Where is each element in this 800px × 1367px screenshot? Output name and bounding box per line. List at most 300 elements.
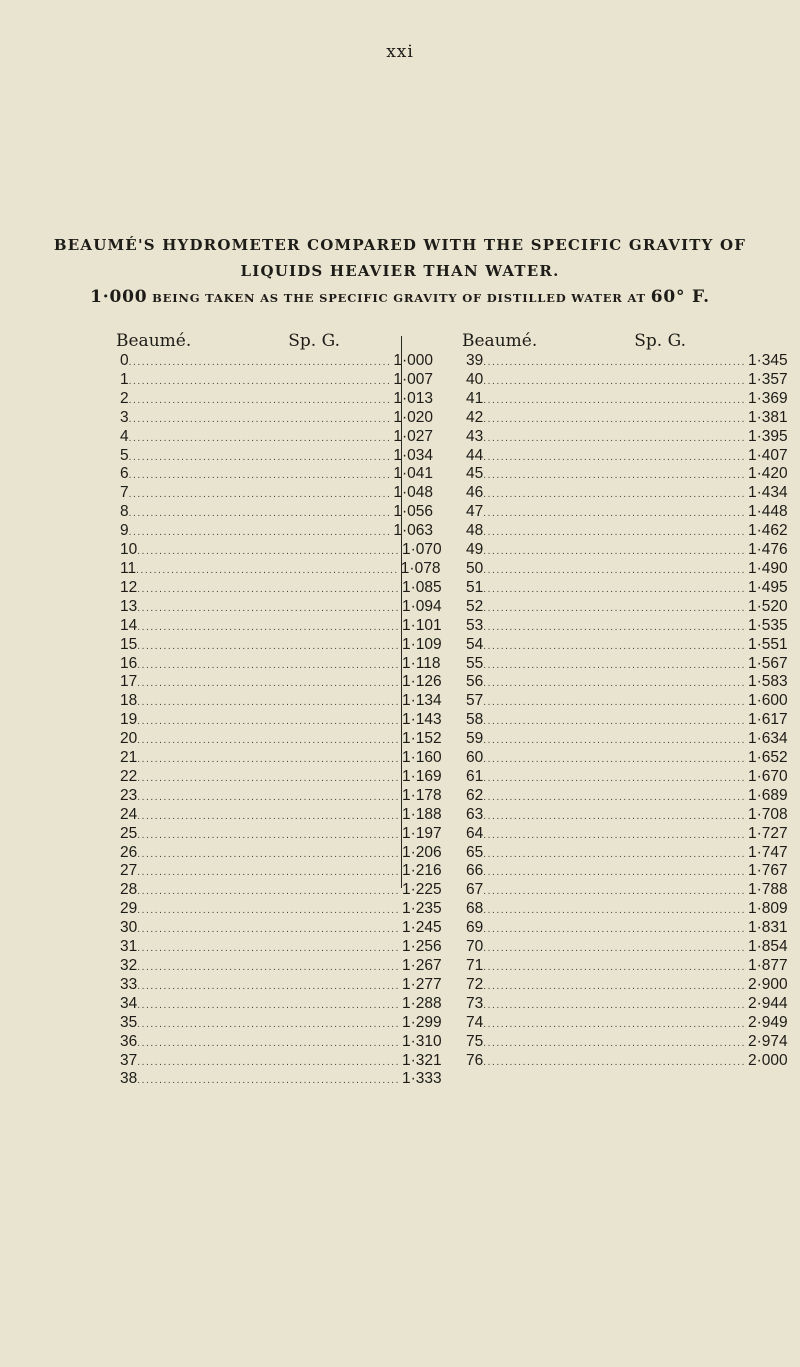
- beaume-value: 8: [120, 503, 129, 521]
- table-row: [120, 370, 433, 390]
- leader-dots: ............................................................: [137, 943, 400, 955]
- leader-dots: ............................................................: [137, 678, 400, 690]
- specific-gravity-value: 2·944: [747, 994, 788, 1012]
- header-specific-gravity: Sp. G.: [288, 331, 340, 351]
- table-row: [466, 881, 788, 900]
- beaume-value: 35: [120, 1013, 138, 1031]
- table-row: [466, 654, 788, 674]
- table-row: [466, 408, 788, 428]
- table-row: [466, 559, 788, 579]
- beaume-value: 29: [120, 900, 138, 918]
- beaume-value: 44: [466, 446, 484, 464]
- leader-dots: ............................................................: [483, 716, 746, 728]
- beaume-value: 42: [466, 408, 484, 426]
- specific-gravity-value: 1·476: [747, 541, 788, 559]
- specific-gravity-value: 2·900: [747, 975, 788, 993]
- specific-gravity-value: 1·689: [747, 786, 788, 804]
- specific-gravity-value: 1·034: [393, 446, 433, 464]
- specific-gravity-value: 1·048: [393, 484, 433, 502]
- beaume-value: 47: [466, 503, 484, 521]
- specific-gravity-value: 1·063: [393, 522, 433, 540]
- table-row: [120, 503, 433, 522]
- leader-dots: ............................................................: [137, 754, 400, 766]
- specific-gravity-value: 1·357: [747, 370, 788, 388]
- table-row: [466, 578, 788, 598]
- beaume-value: 17: [120, 673, 138, 691]
- table-column-right: [462, 330, 788, 1070]
- beaume-value: 37: [120, 1051, 138, 1069]
- beaume-value: 26: [120, 843, 138, 861]
- table-row: [466, 1032, 788, 1052]
- specific-gravity-value: 1·381: [747, 408, 788, 426]
- beaume-value: 22: [120, 767, 138, 785]
- leader-dots: ............................................................: [137, 905, 400, 917]
- leader-dots: ............................................................: [128, 413, 392, 425]
- beaume-value: 27: [120, 862, 138, 880]
- table-row: [466, 446, 788, 466]
- beaume-value: 65: [466, 843, 484, 861]
- table-row: [466, 370, 788, 390]
- leader-dots: ............................................................: [137, 602, 400, 614]
- leader-dots: ............................................................: [128, 470, 392, 482]
- leader-dots: ............................................................: [137, 791, 400, 803]
- beaume-value: 48: [466, 522, 484, 540]
- beaume-value: 19: [120, 711, 138, 729]
- table-row: [120, 881, 442, 900]
- specific-gravity-value: 1·206: [401, 843, 442, 861]
- leader-dots: ............................................................: [483, 772, 746, 784]
- specific-gravity-value: 1·369: [747, 389, 788, 407]
- table-row: [466, 919, 788, 938]
- table-row: [466, 616, 788, 636]
- leader-dots: ............................................................: [128, 432, 392, 444]
- beaume-value: 34: [120, 994, 138, 1012]
- specific-gravity-value: 1·070: [401, 541, 442, 559]
- beaume-value: 72: [466, 975, 484, 993]
- specific-gravity-value: 1·434: [747, 484, 788, 502]
- header-beaume: Beaumé.: [462, 331, 538, 351]
- beaume-value: 67: [466, 881, 484, 899]
- table-row: [466, 484, 788, 503]
- beaume-value: 69: [466, 919, 484, 937]
- specific-gravity-value: 1·495: [747, 578, 788, 596]
- specific-gravity-value: 1·101: [401, 616, 442, 634]
- specific-gravity-value: 1·000: [393, 352, 433, 369]
- beaume-value: 32: [120, 957, 138, 974]
- table-rows-right: [466, 352, 788, 1070]
- column-header-row: [462, 330, 686, 352]
- leader-dots: ............................................................: [136, 564, 399, 576]
- specific-gravity-value: 1·617: [747, 711, 788, 729]
- beaume-value: 70: [466, 938, 484, 956]
- table-row: [120, 597, 442, 617]
- leader-dots: ............................................................: [137, 924, 400, 936]
- beaume-value: 62: [466, 786, 484, 804]
- specific-gravity-value: 1·854: [747, 938, 788, 956]
- leader-dots: ............................................................: [137, 1037, 400, 1049]
- table-row: [120, 749, 442, 768]
- leader-dots: ............................................................: [483, 394, 746, 406]
- specific-gravity-value: 1·520: [747, 597, 788, 615]
- specific-gravity-value: 2·949: [747, 1013, 788, 1031]
- table-row: [120, 786, 442, 806]
- specific-gravity-value: 1·462: [747, 522, 788, 540]
- beaume-value: 31: [120, 938, 138, 956]
- specific-gravity-value: 1·877: [747, 957, 788, 974]
- leader-dots: ............................................................: [128, 489, 392, 501]
- table-row: [120, 862, 442, 881]
- table-row: [466, 862, 788, 881]
- leader-dots: ............................................................: [137, 848, 400, 860]
- leader-dots: ............................................................: [137, 980, 400, 992]
- beaume-value: 55: [466, 654, 484, 672]
- specific-gravity-value: 1·333: [401, 1070, 442, 1088]
- beaume-value: 20: [120, 730, 138, 748]
- specific-gravity-value: 1·126: [401, 673, 442, 691]
- leader-dots: ............................................................: [137, 621, 400, 633]
- specific-gravity-value: 2·000: [747, 1051, 788, 1069]
- specific-gravity-value: 1·056: [393, 503, 433, 521]
- leader-dots: ............................................................: [483, 829, 746, 841]
- leader-dots: ............................................................: [137, 659, 400, 671]
- specific-gravity-value: 1·310: [401, 1032, 442, 1050]
- leader-dots: ............................................................: [483, 602, 746, 614]
- header-specific-gravity: Sp. G.: [634, 331, 686, 351]
- table-row: [120, 484, 433, 503]
- specific-gravity-value: 1·747: [747, 843, 788, 861]
- beaume-value: 36: [120, 1032, 138, 1050]
- specific-gravity-value: 1·567: [747, 654, 788, 672]
- table-row: [466, 522, 788, 541]
- table-row: [120, 654, 441, 674]
- table-row: [120, 352, 433, 371]
- beaume-value: 28: [120, 881, 138, 899]
- table-row: [466, 786, 788, 806]
- specific-gravity-value: 1·767: [747, 862, 788, 880]
- specific-gravity-value: 1·407: [747, 446, 788, 464]
- beaume-value: 56: [466, 673, 484, 691]
- leader-dots: ............................................................: [137, 810, 400, 822]
- beaume-value: 16: [120, 654, 138, 672]
- leader-dots: ............................................................: [483, 451, 746, 463]
- leader-dots: ............................................................: [137, 546, 400, 558]
- beaume-value: 64: [466, 824, 484, 842]
- leader-dots: ............................................................: [483, 924, 746, 936]
- table-row: [120, 730, 442, 749]
- specific-gravity-value: 2·974: [747, 1032, 788, 1050]
- beaume-value: 49: [466, 541, 484, 559]
- specific-gravity-value: 1·178: [401, 786, 442, 804]
- leader-dots: ............................................................: [128, 527, 392, 539]
- beaume-value: 58: [466, 711, 484, 729]
- leader-dots: ............................................................: [137, 962, 400, 973]
- specific-gravity-value: 1·670: [747, 767, 788, 785]
- specific-gravity-value: 1·288: [401, 994, 442, 1012]
- leader-dots: ............................................................: [483, 621, 746, 633]
- specific-gravity-value: 1·094: [401, 597, 442, 615]
- table-row: [466, 635, 788, 655]
- leader-dots: ............................................................: [483, 697, 746, 709]
- beaume-value: 43: [466, 427, 484, 445]
- table-row: [466, 541, 788, 560]
- leader-dots: ............................................................: [137, 735, 400, 747]
- beaume-value: 30: [120, 919, 138, 937]
- beaume-value: 15: [120, 635, 138, 653]
- table-row: [120, 824, 442, 844]
- beaume-value: 39: [466, 352, 484, 369]
- table-row: [466, 1051, 788, 1071]
- beaume-value: 3: [120, 408, 129, 426]
- table-row: [120, 692, 442, 711]
- beaume-value: 9: [120, 522, 129, 540]
- beaume-value: 11: [120, 559, 137, 577]
- table-row: [120, 1032, 442, 1052]
- subtitle-lead: 1·000: [90, 287, 148, 307]
- table-row: [120, 900, 442, 919]
- specific-gravity-value: 1·420: [747, 465, 788, 483]
- table-row: [120, 1013, 442, 1033]
- specific-gravity-value: 1·395: [747, 427, 788, 445]
- leader-dots: ............................................................: [128, 394, 392, 406]
- table-row: [120, 465, 433, 484]
- table-row: [120, 957, 442, 976]
- beaume-value: 73: [466, 994, 484, 1012]
- specific-gravity-value: 1·188: [401, 805, 442, 823]
- beaume-value: 25: [120, 824, 138, 842]
- page-subtitle: [20, 287, 780, 307]
- specific-gravity-value: 1·299: [401, 1013, 442, 1031]
- column-header-row: [116, 330, 340, 352]
- table-row: [466, 1013, 788, 1033]
- table-row: [120, 711, 442, 730]
- table-row: [120, 522, 433, 541]
- title-line-2: LIQUIDS HEAVIER THAN WATER.: [240, 262, 560, 280]
- beaume-value: 21: [120, 749, 138, 767]
- beaume-value: 68: [466, 900, 484, 918]
- leader-dots: ............................................................: [483, 848, 746, 860]
- specific-gravity-value: 1·245: [401, 919, 442, 937]
- beaume-value: 23: [120, 786, 138, 804]
- leader-dots: ............................................................: [483, 357, 746, 368]
- leader-dots: ............................................................: [483, 999, 746, 1011]
- table-row: [120, 389, 433, 409]
- table-row: [466, 711, 788, 730]
- leader-dots: ............................................................: [483, 489, 746, 501]
- table-row: [466, 957, 788, 976]
- table-row: [466, 730, 788, 749]
- beaume-value: 12: [120, 578, 138, 596]
- table-row: [466, 597, 788, 617]
- leader-dots: ............................................................: [483, 413, 746, 425]
- beaume-value: 14: [120, 616, 138, 634]
- beaume-value: 1: [120, 370, 129, 388]
- beaume-value: 41: [466, 389, 484, 407]
- leader-dots: ............................................................: [483, 943, 746, 955]
- beaume-value: 0: [120, 352, 129, 369]
- beaume-value: 24: [120, 805, 138, 823]
- beaume-value: 6: [120, 465, 129, 483]
- specific-gravity-value: 1·118: [401, 654, 441, 672]
- beaume-value: 63: [466, 805, 484, 823]
- subtitle-text: BEING TAKEN AS THE SPECIFIC GRAVITY OF DISTILLED WATER AT: [152, 291, 646, 305]
- leader-dots: ............................................................: [128, 357, 392, 368]
- leader-dots: ............................................................: [483, 867, 746, 879]
- leader-dots: ............................................................: [483, 754, 746, 766]
- table-row: [466, 805, 788, 825]
- specific-gravity-value: 1·235: [401, 900, 442, 918]
- leader-dots: ............................................................: [483, 980, 746, 992]
- table-row: [120, 408, 433, 428]
- table-row: [466, 692, 788, 711]
- leader-dots: ............................................................: [483, 905, 746, 917]
- page-number: xxi: [386, 42, 414, 62]
- leader-dots: ............................................................: [483, 470, 746, 482]
- leader-dots: ............................................................: [483, 735, 746, 747]
- leader-dots: ............................................................: [137, 1018, 400, 1030]
- specific-gravity-value: 1·583: [747, 673, 788, 691]
- leader-dots: ............................................................: [483, 546, 746, 558]
- leader-dots: ............................................................: [483, 527, 746, 539]
- table-row: [466, 465, 788, 484]
- specific-gravity-value: 1·321: [401, 1051, 442, 1069]
- beaume-value: 2: [120, 389, 129, 407]
- table-row: [120, 673, 442, 692]
- specific-gravity-value: 1·027: [393, 427, 433, 445]
- table-row: [120, 616, 442, 636]
- leader-dots: ............................................................: [137, 697, 400, 709]
- specific-gravity-value: 1·448: [747, 503, 788, 521]
- table-row: [466, 503, 788, 522]
- beaume-value: 40: [466, 370, 484, 388]
- specific-gravity-value: 1·490: [747, 559, 788, 577]
- table-row: [120, 446, 433, 466]
- table-column-left: [116, 330, 442, 1089]
- leader-dots: ............................................................: [483, 375, 746, 387]
- leader-dots: ............................................................: [483, 1037, 746, 1049]
- leader-dots: ............................................................: [137, 716, 400, 728]
- table-row: [466, 994, 788, 1014]
- specific-gravity-value: 1·600: [747, 692, 788, 710]
- beaume-value: 46: [466, 484, 484, 502]
- beaume-value: 76: [466, 1051, 484, 1069]
- specific-gravity-value: 1·143: [401, 711, 442, 729]
- specific-gravity-value: 1·041: [393, 465, 433, 483]
- leader-dots: ............................................................: [137, 1056, 400, 1068]
- specific-gravity-value: 1·134: [401, 692, 442, 710]
- beaume-value: 74: [466, 1013, 484, 1031]
- table-row: [466, 824, 788, 844]
- table-row: [466, 843, 788, 863]
- leader-dots: ............................................................: [483, 508, 746, 520]
- leader-dots: ............................................................: [483, 583, 746, 595]
- table-row: [120, 975, 442, 995]
- table-row: [120, 919, 442, 938]
- leader-dots: ............................................................: [128, 451, 392, 463]
- specific-gravity-value: 1·225: [401, 881, 442, 899]
- specific-gravity-value: 1·256: [401, 938, 442, 956]
- specific-gravity-value: 1·788: [747, 881, 788, 899]
- specific-gravity-value: 1·109: [401, 635, 442, 653]
- specific-gravity-value: 1·078: [400, 559, 441, 577]
- beaume-value: 51: [466, 578, 484, 596]
- specific-gravity-value: 1·345: [747, 352, 788, 369]
- page-title: [40, 232, 760, 284]
- beaume-value: 66: [466, 862, 484, 880]
- beaume-value: 13: [120, 597, 138, 615]
- beaume-value: 50: [466, 559, 484, 577]
- table-row: [120, 767, 442, 787]
- table-row: [120, 541, 442, 560]
- subtitle-degree: 60° F.: [650, 287, 710, 307]
- leader-dots: ............................................................: [137, 583, 400, 595]
- beaume-value: 54: [466, 635, 484, 653]
- table-row: [120, 635, 442, 655]
- table-row: [120, 994, 442, 1014]
- table-row: [466, 427, 788, 447]
- leader-dots: ............................................................: [483, 886, 746, 898]
- leader-dots: ............................................................: [483, 564, 746, 576]
- specific-gravity-value: 1·634: [747, 730, 788, 748]
- leader-dots: ............................................................: [137, 867, 400, 879]
- header-beaume: Beaumé.: [116, 331, 192, 351]
- leader-dots: ............................................................: [483, 640, 746, 652]
- specific-gravity-value: 1·160: [401, 749, 442, 767]
- beaume-value: 33: [120, 975, 138, 993]
- table-row: [466, 749, 788, 768]
- specific-gravity-value: 1·216: [401, 862, 442, 880]
- table-row: [120, 805, 442, 825]
- title-line-1: BEAUMÉ'S HYDROMETER COMPARED WITH THE SPECIFIC GRAVITY OF: [53, 236, 747, 254]
- table-row: [466, 767, 788, 787]
- specific-gravity-value: 1·169: [401, 767, 442, 785]
- beaume-value: 4: [120, 427, 129, 445]
- table-row: [120, 559, 441, 579]
- table-row: [120, 843, 442, 863]
- specific-gravity-value: 1·152: [401, 730, 442, 748]
- leader-dots: ............................................................: [128, 375, 392, 387]
- table-row: [120, 1051, 442, 1071]
- leader-dots: ............................................................: [483, 659, 746, 671]
- specific-gravity-value: 1·020: [393, 408, 433, 426]
- table-row: [466, 975, 788, 995]
- beaume-value: 10: [120, 541, 138, 559]
- beaume-value: 5: [120, 446, 129, 464]
- table-row: [466, 900, 788, 919]
- table-row: [120, 427, 433, 447]
- table-row: [120, 938, 442, 957]
- beaume-value: 7: [120, 484, 129, 502]
- leader-dots: ............................................................: [137, 999, 400, 1011]
- specific-gravity-value: 1·197: [401, 824, 442, 842]
- column-divider: [401, 336, 402, 888]
- specific-gravity-value: 1·551: [747, 635, 788, 653]
- specific-gravity-value: 1·013: [393, 389, 433, 407]
- leader-dots: ............................................................: [137, 886, 400, 898]
- specific-gravity-value: 1·708: [747, 805, 788, 823]
- table-rows-left: [120, 352, 442, 1089]
- leader-dots: ............................................................: [128, 508, 392, 520]
- specific-gravity-value: 1·652: [747, 749, 788, 767]
- beaume-value: 71: [466, 957, 484, 974]
- leader-dots: ............................................................: [483, 791, 746, 803]
- beaume-value: 18: [120, 692, 138, 710]
- leader-dots: ............................................................: [483, 810, 746, 822]
- beaume-value: 57: [466, 692, 484, 710]
- beaume-value: 53: [466, 616, 484, 634]
- beaume-value: 45: [466, 465, 484, 483]
- specific-gravity-value: 1·007: [393, 370, 433, 388]
- beaume-value: 38: [120, 1070, 138, 1088]
